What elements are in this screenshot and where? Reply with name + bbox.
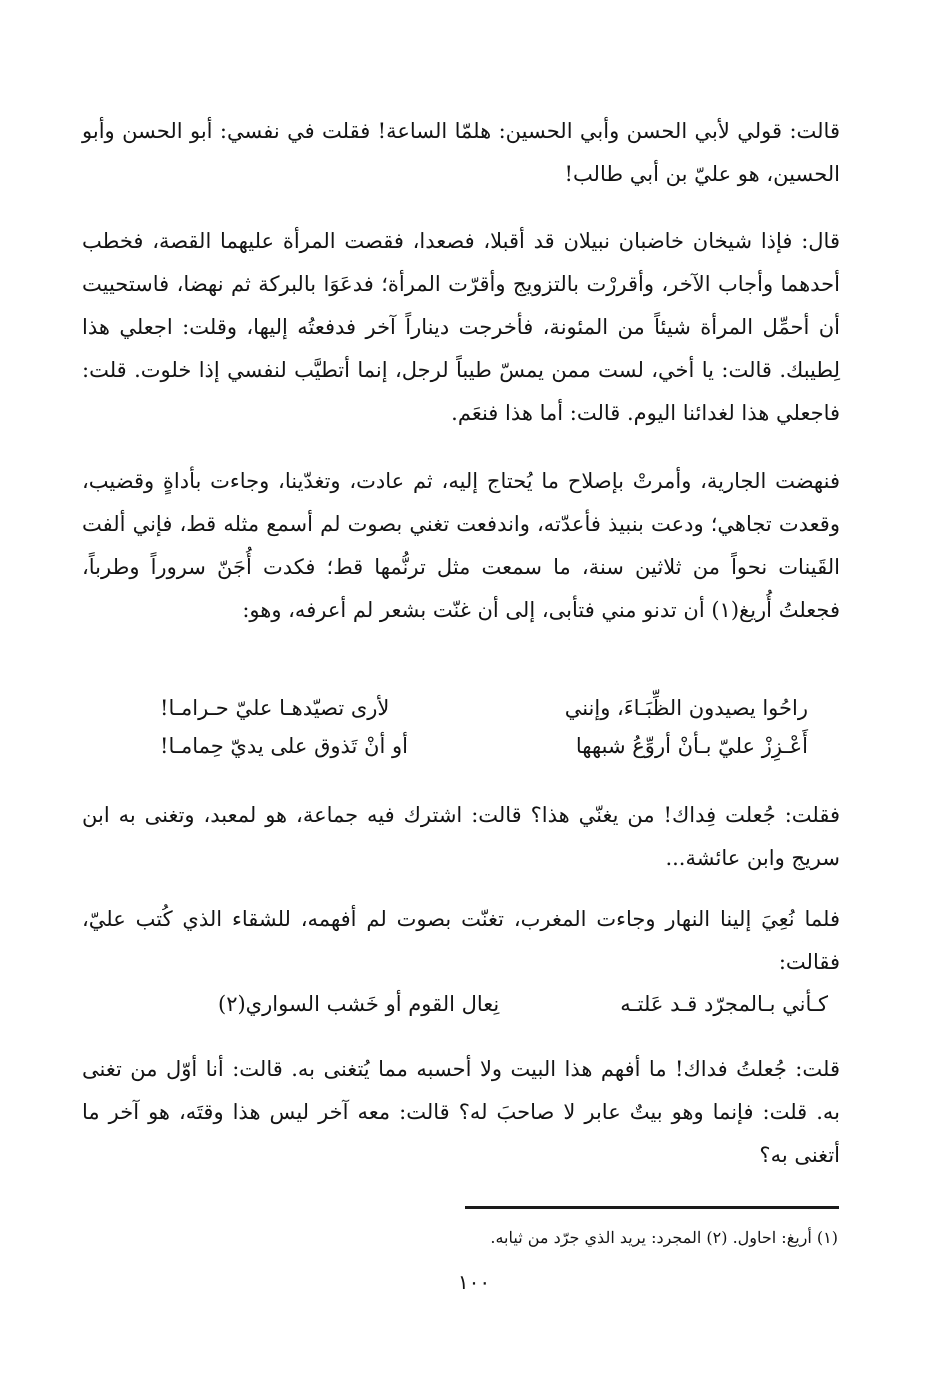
verse-2-second-hemistich: أو أنْ تَذوق على يديّ حِمامـا! [160,734,408,758]
paragraph-2: قال: فإذا شيخان خاضبان نبيلان قد أقبلا، فصعدا، فقصت المرأة عليهما القصة، فخطب أحدهما وأجاب الآخر، وأقررْت بالتزويج وأقرّت المرأة؛ فدعَوَا بالبركة ثم نهضا، فاستحييت أن أحمِّل المرأة شيئاً من المئونة، فأخرجت ديناراً آخر فدفعتُه إليها، وقلت: اجعلي هذا لِطيبك. قالت: يا أخي، لست ممن يمسّ طيباً لرجل، إنما أتطيَّب لنفسي إذا خلوت. قلت: فاجعلي هذا لغدائنا اليوم. قالت: أما هذا فنعَم. [82,229,840,425]
paragraph-6: قلت: جُعلتُ فداك! ما أفهم هذا البيت ولا أحسبه مما يُتغنى به. قالت: أنا أوّل من تغنى به. قلت: فإنما وهو بيتٌ عابر لا صاحبَ له؟ قالت: معه آخر ليس هذا وقتَه، هو آخر ما أتغنى به؟ [82,1057,840,1167]
paragraph-3: فنهضت الجارية، وأمرتْ بإصلاح ما يُحتاج إليه، ثم عادت، وتغدّينا، وجاءت بأداةٍ وقضيب، وقعدت تجاهي؛ ودعت بنبيذ فأعدّته، واندفعت تغني بصوت لم أسمع مثله قط، فإني ألفت القَينات نحواً من ثلاثين سنة، ما سمعت مثل ترنُّمها قط؛ فكدت أُجَنّ سروراً وطرباً، فجعلتُ أُريغ(١) أن تدنو مني فتأبى، إلى أن غنّت بشعر لم أعرفه، وهو: [82,469,840,622]
paragraph-4: فقلت: جُعلت فِداك! من يغنّي هذا؟ قالت: اشترك فيه جماعة، هو لمعبد، وتغنى به ابن سريج وابن عائشة... [82,803,840,870]
paragraph-5: فلما نُعِيَ إلينا النهار وجاءت المغرب، تغنّت بصوت لم أفهمه، للشقاء الذي كُتب عليّ، فقالت: [82,907,840,974]
footnote-divider [465,1206,839,1209]
page-number: ١٠٠ [457,1270,491,1294]
verse-2-first-hemistich: أَعْـزِزْ عليّ بـأنْ أروِّعُ شبهها [575,734,808,758]
verse-3-first-hemistich: كـأني بـالمجرّد قـد عَلتـه [620,992,828,1016]
verse-3-second-hemistich: نِعال القوم أو خَشب السواري(٢) [218,992,500,1016]
verse-1-second-hemistich: لأرى تصيّدهـا عليّ حـرامـا! [160,696,390,720]
verse-1-first-hemistich: راحُوا يصيدون الظِّبَـاءَ، وإنني [564,696,808,720]
paragraph-1: قالت: قولي لأبي الحسن وأبي الحسين: هلمّا الساعة! فقلت في نفسي: أبو الحسن وأبو الحسين، هو عليّ بن أبي طالب! [82,119,840,186]
footnotes: (١) أريغ: احاول. (٢) المجرد: يريد الذي جرّد من ثيابه. [490,1228,838,1247]
